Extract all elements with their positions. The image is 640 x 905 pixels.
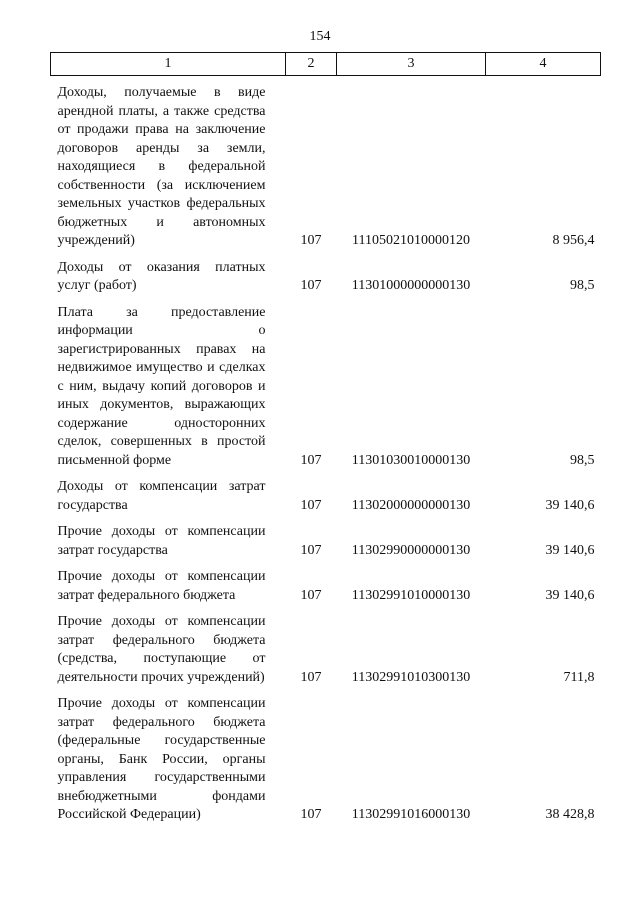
row-amount: 711,8	[563, 669, 595, 685]
page-number: 154	[309, 29, 331, 44]
row-amount: 39 140,6	[545, 497, 595, 513]
header-col-3: 3	[337, 53, 486, 76]
row-description: Плата за предоставление информации о зарегистрированных правах на недвижимое имущество и сделках с ним, выдачу копий договоров и иных документов, выражающих содержание односторонних сделок, совершенных в простой письменной форме	[57, 304, 266, 468]
row-description: Прочие доходы от компенсации затрат федерального бюджета	[57, 569, 266, 603]
row-amount: 98,5	[570, 278, 595, 293]
row-amount: 38 428,8	[545, 807, 595, 822]
table-header-row	[51, 53, 601, 76]
header-col-2: 2	[286, 53, 337, 76]
row-budget-code: 11302991010000130	[351, 587, 471, 603]
table-row	[51, 560, 601, 605]
row-admin-code: 107	[300, 542, 322, 558]
row-admin-code: 107	[300, 587, 322, 603]
table-row	[51, 251, 601, 296]
row-amount: 8 956,4	[552, 233, 595, 248]
row-description: Доходы от компенсации затрат государства	[57, 479, 266, 513]
table-row	[51, 687, 601, 825]
row-budget-code: 11302991010300130	[351, 669, 471, 685]
table-row	[51, 296, 601, 471]
header-col-4: 4	[486, 53, 601, 76]
row-admin-code: 107	[300, 452, 322, 468]
row-budget-code: 11105021010000120	[352, 233, 470, 248]
row-budget-code: 11302000000000130	[351, 497, 471, 513]
row-admin-code: 107	[300, 278, 322, 293]
row-description: Прочие доходы от компенсации затрат федерального бюджета (федеральные государственные органы, Банк России, органы управления государственными внебюджетными фондами Российской Федерации)	[57, 696, 266, 822]
table-row	[51, 470, 601, 515]
row-budget-code: 11302991016000130	[351, 807, 471, 822]
row-budget-code: 11301030010000130	[351, 452, 471, 468]
row-description: Доходы, получаемые в виде арендной платы, а также средства от продажи права на заключение договоров аренды за земли, находящиеся в федеральной собственности (за исключением земельных участков федеральных бюджетных и автономных учреждений)	[57, 85, 266, 248]
row-description: Прочие доходы от компенсации затрат федерального бюджета (средства, поступающие от деятельности прочих учреждений)	[57, 614, 266, 685]
revenue-table	[50, 52, 601, 825]
row-description: Прочие доходы от компенсации затрат государства	[57, 524, 266, 558]
row-admin-code: 107	[300, 497, 322, 513]
row-budget-code: 11302990000000130	[351, 542, 471, 558]
row-admin-code: 107	[300, 669, 322, 685]
row-amount: 39 140,6	[545, 542, 595, 558]
table-row	[51, 515, 601, 560]
row-amount: 39 140,6	[545, 587, 595, 603]
row-admin-code: 107	[300, 807, 322, 822]
row-admin-code: 107	[300, 233, 322, 248]
row-budget-code: 11301000000000130	[351, 278, 471, 293]
row-amount: 98,5	[570, 452, 595, 468]
header-col-1: 1	[51, 53, 286, 76]
table-row	[51, 605, 601, 687]
table-row	[51, 76, 601, 251]
row-description: Доходы от оказания платных услуг (работ)	[57, 259, 266, 293]
